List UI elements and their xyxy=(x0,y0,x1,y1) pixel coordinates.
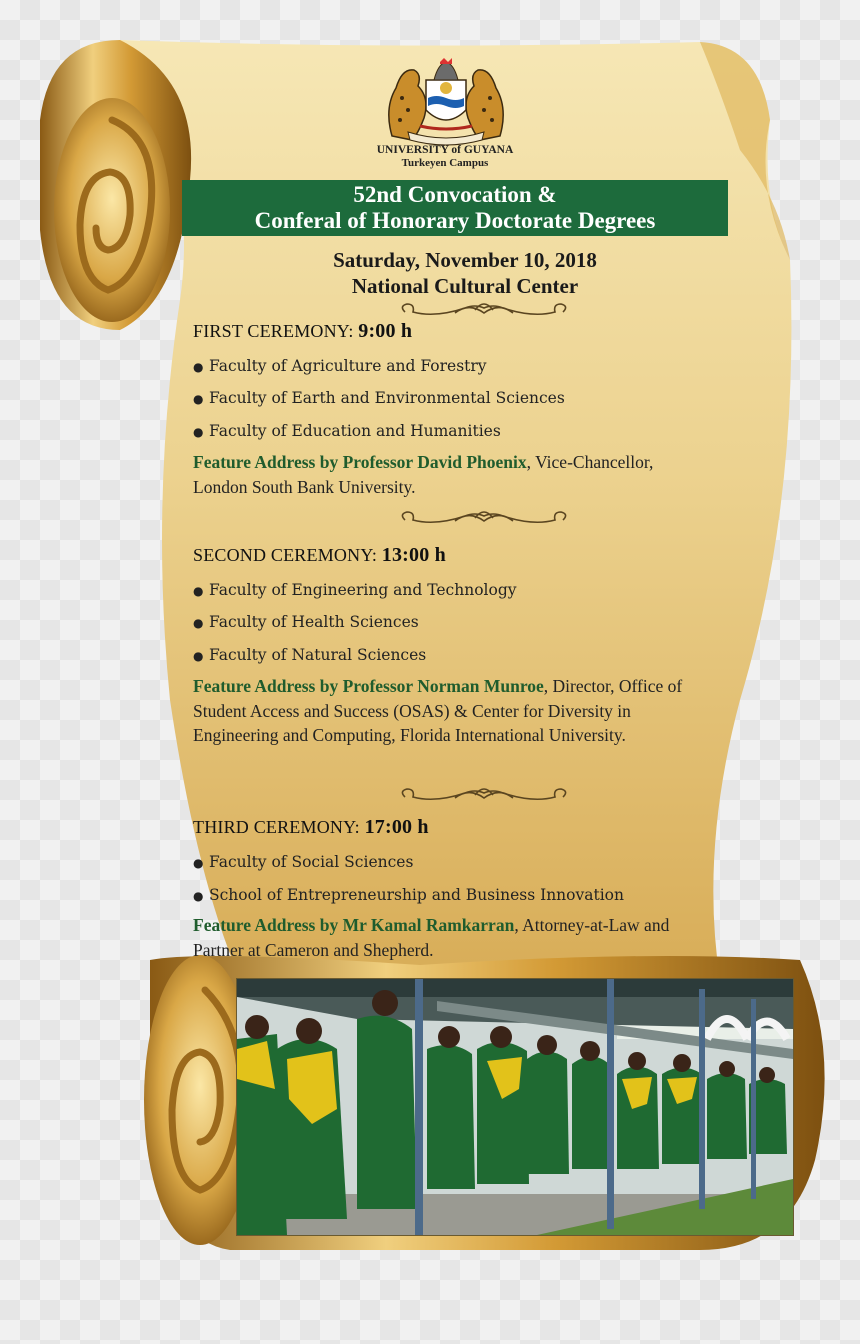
ceremony-2-speaker: Feature Address by Professor Norman Munroe xyxy=(193,676,544,696)
ceremony-3-label: THIRD CEREMONY: xyxy=(193,817,360,837)
list-item: ● Faculty of Health Sciences xyxy=(193,613,419,631)
faculty-name: Faculty of Health Sciences xyxy=(209,613,419,631)
event-venue: National Cultural Center xyxy=(351,274,579,298)
list-item: ● Faculty of Engineering and Technology xyxy=(193,581,517,599)
university-name: UNIVERSITY of GUYANA xyxy=(376,144,514,156)
faculty-name: School of Entrepreneurship and Business Innovation xyxy=(209,886,624,904)
ceremony-1-time: 9:00 h xyxy=(358,320,413,342)
ceremony-1-speaker-detail: , Vice-Chancellor, London South Bank University. xyxy=(193,452,654,497)
list-item: ● Faculty of Natural Sciences xyxy=(193,646,427,664)
ceremony-2-label: SECOND CEREMONY: xyxy=(193,545,378,565)
flourish-divider-icon xyxy=(395,300,573,320)
ceremony-2-heading xyxy=(193,544,446,567)
banner-line-2: Conferal of Honorary Doctorate Degrees xyxy=(254,208,656,233)
graduates-photo xyxy=(236,978,794,1236)
ceremony-3-feature-address xyxy=(193,913,693,962)
ceremony-1-heading xyxy=(193,320,412,343)
faculty-name: Faculty of Social Sciences xyxy=(209,853,414,871)
university-crest-icon xyxy=(378,58,514,146)
event-date: Saturday, November 10, 2018 xyxy=(333,248,597,272)
ceremony-2-time: 13:00 h xyxy=(381,544,446,566)
list-item: ● Faculty of Social Sciences xyxy=(193,853,414,871)
list-item: ● Faculty of Agriculture and Forestry xyxy=(193,357,487,375)
ceremony-3-speaker: Feature Address by Mr Kamal Ramkarran xyxy=(193,915,515,935)
list-item: ● School of Entrepreneurship and Business Innovation xyxy=(193,886,624,904)
ceremony-2-speaker-detail: , Director, Office of Student Access and Success (OSAS) & Center for Diversity in Engineering and Computing, Florida International University. xyxy=(193,676,683,745)
flourish-divider-icon xyxy=(395,508,573,528)
ceremony-1-label: FIRST CEREMONY: xyxy=(193,321,354,341)
faculty-name: Faculty of Natural Sciences xyxy=(209,646,427,664)
list-item: ● Faculty of Earth and Environmental Sciences xyxy=(193,389,565,407)
faculty-name: Faculty of Engineering and Technology xyxy=(209,581,517,599)
ceremony-3-time: 17:00 h xyxy=(364,816,429,838)
flourish-divider-icon xyxy=(395,785,573,805)
title-banner xyxy=(182,180,728,236)
ceremony-3-speaker-detail: , Attorney-at-Law and Partner at Cameron and Shepherd. xyxy=(193,915,670,960)
campus-name: Turkeyen Campus xyxy=(401,157,489,169)
ceremony-3-heading xyxy=(193,816,429,839)
ceremony-1-speaker: Feature Address by Professor David Phoenix xyxy=(193,452,527,472)
faculty-name: Faculty of Education and Humanities xyxy=(209,422,501,440)
faculty-name: Faculty of Earth and Environmental Sciences xyxy=(209,389,565,407)
faculty-name: Faculty of Agriculture and Forestry xyxy=(209,357,487,375)
list-item: ● Faculty of Education and Humanities xyxy=(193,422,501,440)
ceremony-2-feature-address xyxy=(193,674,693,748)
ceremony-1-feature-address xyxy=(193,450,693,499)
banner-line-1: 52nd Convocation & xyxy=(353,182,557,207)
